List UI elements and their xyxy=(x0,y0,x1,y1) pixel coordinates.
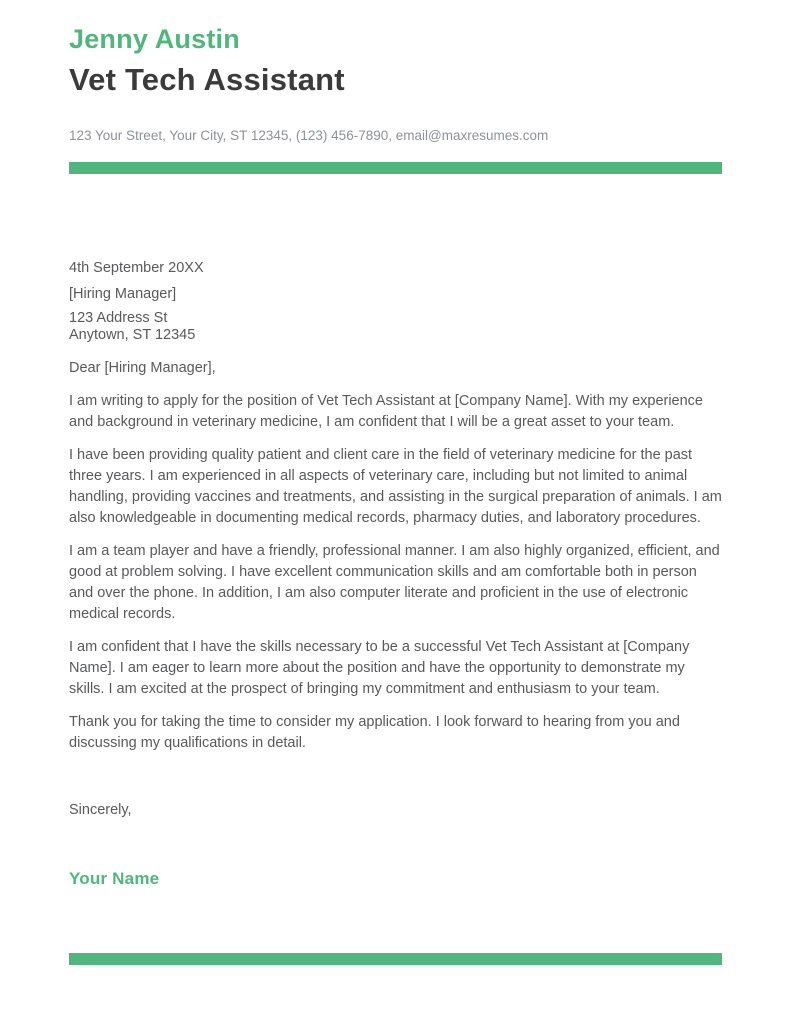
letter-body xyxy=(69,258,722,889)
letter-date: 4th September 20XX xyxy=(69,260,204,277)
recipient-name: [Hiring Manager] xyxy=(69,286,177,303)
contact-info: 123 Your Street, Your City, ST 12345, (123) 456-7890, email@maxresumes.com xyxy=(69,128,549,144)
signature-name: Your Name xyxy=(69,869,160,889)
letter-header xyxy=(69,0,722,174)
recipient-address xyxy=(69,310,722,344)
job-title: Vet Tech Assistant xyxy=(69,62,345,98)
header-divider xyxy=(69,162,722,174)
salutation: Dear [Hiring Manager], xyxy=(69,360,216,377)
person-name: Jenny Austin xyxy=(69,24,240,54)
address-line-1: 123 Address St xyxy=(69,310,168,327)
body-paragraph-2: I have been providing quality patient and client care in the field of veterinary medicine for the past three years. I am experienced in all aspects of veterinary care, including but not limited to animal handling, providing vaccines and treatments, and assisting in the surgical preparation of animals. I am also knowledgeable in documenting medical records, pharmacy duties, and laboratory procedures. xyxy=(69,447,722,527)
body-paragraph-1: I am writing to apply for the position of Vet Tech Assistant at [Company Name]. With my experience and background in veterinary medicine, I am confident that I will be a great asset to your team. xyxy=(69,393,703,431)
body-paragraph-5: Thank you for taking the time to consider my application. I look forward to hearing from you and discussing my qualifications in detail. xyxy=(69,714,680,752)
closing-salutation: Sincerely, xyxy=(69,802,132,819)
body-paragraph-4: I am confident that I have the skills necessary to be a successful Vet Tech Assistant at [Company Name]. I am eager to learn more about the position and have the opportunity to demonstrate my skills. I am excited at the prospect of bringing my commitment and enthusiasm to your team. xyxy=(69,639,690,698)
footer-divider xyxy=(69,953,722,965)
body-paragraph-3: I am a team player and have a friendly, professional manner. I am also highly organized, efficient, and good at problem solving. I have excellent communication skills and am comfortable both in person and over the phone. In addition, I am also computer literate and proficient in the use of electronic medical records. xyxy=(69,543,720,623)
address-line-2: Anytown, ST 12345 xyxy=(69,327,196,344)
